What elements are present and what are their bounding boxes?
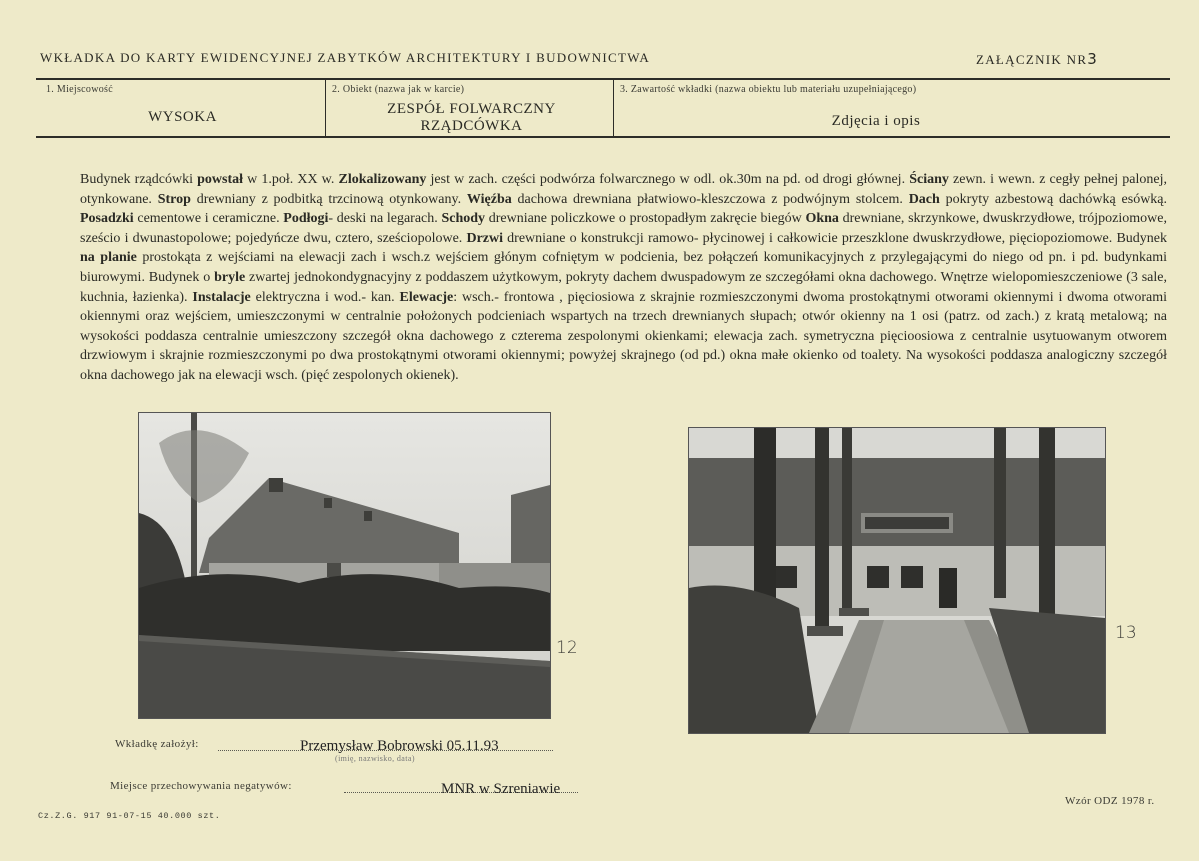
description-paragraph — [80, 170, 1167, 386]
desc-keyword: Dach — [908, 191, 940, 207]
object-value — [330, 101, 613, 135]
desc-text: drewniane, skrzynkowe, dwuskrzydłowe, trójpoziomowe, sześcio i dwunastopolowe; pojedyńcze dwu, cztero, sześciopolowe. — [80, 211, 1167, 246]
desc-keyword: Strop — [157, 191, 191, 207]
desc-keyword: Zlokalizowany — [338, 172, 427, 187]
content-label: 3. Zawartość wkładki (nazwa obiektu lub materiału uzupełniającego) — [620, 84, 917, 95]
desc-text: zwartej jednokondygnacyjny z poddaszem użytkowym, pokryty dachem dwuspadowym ze szczegółami okna dachowego. Wnętrze wielopomieszczeniowe (3 sale, kuchnia, łazienka). — [80, 269, 1167, 305]
created-by-label: Wkładkę założył: — [115, 738, 199, 750]
building-description — [80, 170, 1167, 386]
desc-text: drewniane policzkowe o prostopadłym zakręcie biegów — [485, 211, 806, 227]
header-rule-bottom — [36, 136, 1170, 138]
desc-keyword: Ściany — [909, 172, 949, 187]
header-rule-top — [36, 78, 1170, 80]
desc-keyword: powstał — [197, 172, 243, 187]
desc-text: - deski na legarach. — [328, 211, 442, 227]
desc-keyword: Schody — [441, 211, 486, 227]
desc-keyword: Drzwi — [466, 230, 503, 246]
content-value: Zdjęcia i opis — [831, 113, 921, 129]
desc-keyword: na planie — [80, 250, 137, 266]
field-divider-1 — [325, 80, 326, 136]
place-label: 1. Miejscowość — [46, 84, 113, 95]
desc-keyword: Podłogi — [283, 211, 329, 227]
desc-text: pokryty azbestową dachówką esówką. — [939, 191, 1168, 207]
photo-13-number: 13 — [1115, 623, 1137, 643]
object-value-line-1: ZESPÓŁ FOLWARCZNY — [387, 101, 556, 117]
desc-text: w 1.poł. XX w. — [243, 172, 339, 187]
desc-text: prostokąta z wejściami na elewacji zach i wsch.z wejściem głónym cofniętym w podcienia, bez połączeń komunikacyjnych z przylegającymi do niego od pn. i pd. budynkami biurowymi. Budynek o — [80, 250, 1167, 285]
desc-keyword: Elewacje — [399, 289, 454, 305]
field-divider-2 — [613, 80, 614, 136]
desc-text: zewn. i wewn. z cegły pełnej palonej, otynkowane. — [80, 172, 1168, 207]
form-title: WKŁADKA DO KARTY EWIDENCYJNEJ ZABYTKÓW ARCHITEKTURY I BUDOWNICTWA — [40, 50, 651, 65]
desc-text: cementowe i ceramiczne. — [133, 211, 284, 227]
desc-text: dachowa drewniana płatwiowo-kleszczowa z podwójnym stolcem. — [511, 191, 909, 207]
photo-12-number: 12 — [556, 638, 578, 658]
created-by-hint: (imię, nazwisko, data) — [335, 754, 415, 763]
desc-keyword: Instalacje — [192, 289, 251, 305]
photo-12-image — [139, 413, 550, 718]
photo-12 — [138, 412, 551, 719]
desc-keyword: bryle — [214, 269, 246, 285]
desc-text: Budynek rządcówki — [80, 172, 198, 187]
desc-text: drewniany z podbitką trzcinową otynkowany. — [190, 191, 467, 207]
desc-text: : wsch.- frontowa , pięciosiowa z skrajnie rozmieszczonymi dwoma prostokątnymi otworami okiennymi i dwoma otworami okiennymi oraz wejściem, umieszczonymi w centralnie położonych podcieniach wspartych na trzech drewnianych słupach; otwór okienny na 1 osi (patrz. od zach.) z kratą metalową; na wysokości poddasza centralnie umieszczony szczegół okna dachowego z czterema zespolonymi okienkami; elewacja zach. symetryczna pięcioosiowa z centralnie usytuowanym otworem drzwiowym i skrajnie rozmieszczonymi po dwa prostokątnymi otworami okiennymi; powyżej skrajnego (od pd.) okna małe okienko od toalety. Na wysokości poddasza analogiczny szczegół okna dachowego jak na elewacji wsch. (pięć zespolonych okienek). — [80, 289, 1167, 383]
object-label: 2. Obiekt (nazwa jak w karcie) — [332, 84, 465, 95]
attachment-label: ZAŁĄCZNIK NR — [976, 52, 1088, 67]
desc-keyword: Posadzki — [80, 211, 134, 227]
desc-keyword: Okna — [805, 211, 839, 227]
desc-keyword: Więźba — [466, 191, 512, 207]
photo-13 — [688, 427, 1106, 734]
place-value: WYSOKA — [148, 109, 217, 125]
object-value-line-2: RZĄDCÓWKA — [420, 118, 523, 134]
negatives-value: MNR w Szreniawie — [441, 781, 561, 797]
negatives-label: Miejsce przechowywania negatywów: — [110, 780, 292, 792]
attachment-number: 3 — [1087, 50, 1099, 68]
created-by-value: Przemysław Bobrowski 05.11.93 — [300, 738, 499, 754]
template-mark: Wzór ODZ 1978 r. — [1065, 795, 1155, 807]
desc-text: elektryczna i wod.- kan. — [250, 289, 400, 305]
photo-13-image — [689, 428, 1105, 733]
print-code: Cz.Z.G. 917 91-07-15 40.000 szt. — [38, 811, 221, 821]
attachment-heading — [976, 50, 1098, 68]
desc-text: drewniane o konstrukcji ramowo- płycinowej i całkowicie przeszklone dwuskrzydłowe, pięciopoziomowe. Budynek — [503, 230, 1167, 246]
desc-text: jest w zach. części podwórza folwarcznego w odl. ok.30m na pd. od drogi głównej. — [426, 172, 910, 187]
